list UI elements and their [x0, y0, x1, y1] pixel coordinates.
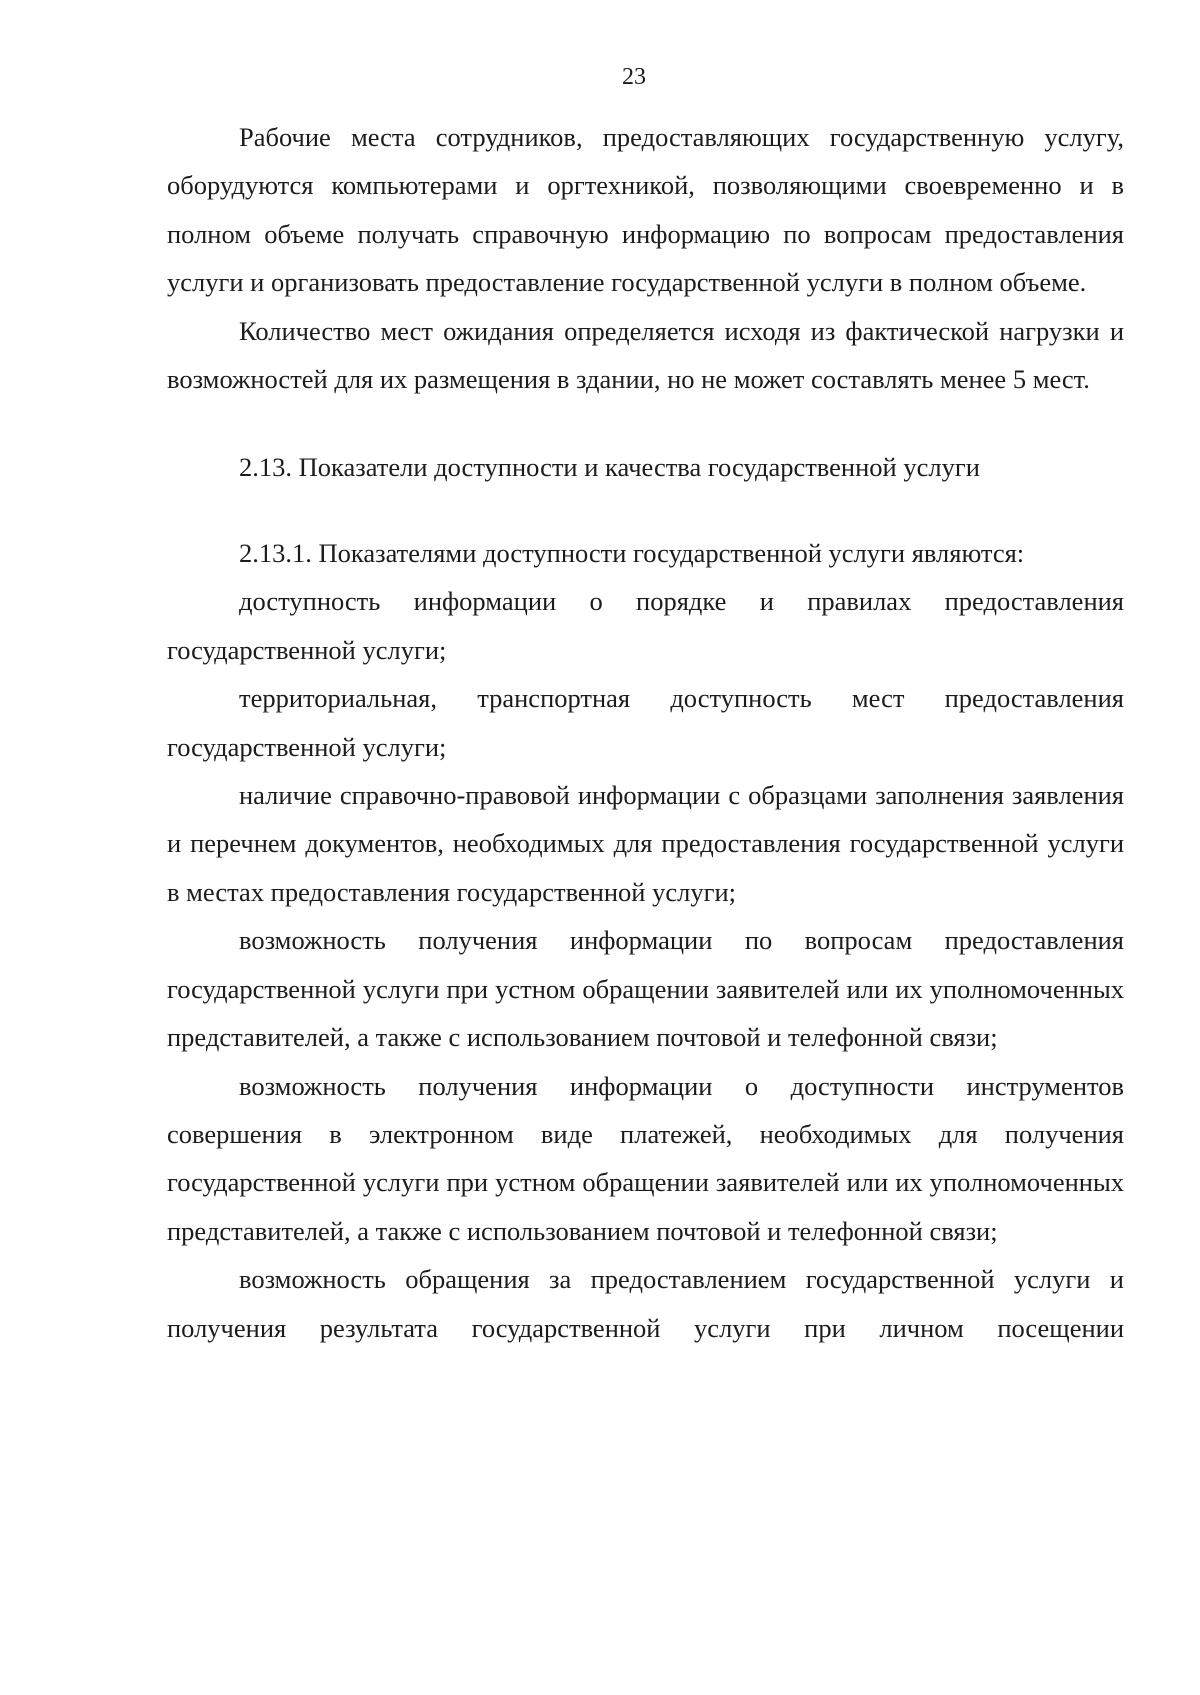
paragraph-waiting-places: Количество мест ожидания определяется исходя из фактической нагрузки и возможностей для их размещения в здании, но не может составлять менее 5 мест. — [167, 315, 1124, 395]
list-item-personal-visit: возможность обращения за предоставлением государственной услуги и получения результата государственной услуги при личном посещении — [167, 1264, 1124, 1343]
paragraph-workplaces: Рабочие места сотрудников, предоставляющих государственную услугу, оборудуются компьютерами и оргтехникой, позволяющими своевременно и в полном объеме получать справочную информацию по вопросам предоставления услуги и организовать предоставление государственной услуги в полном объеме. — [167, 122, 1124, 298]
spacer — [167, 491, 1124, 529]
list-item-info-by-contact: возможность получения информации по вопросам предоставления государственной услуги при устном обращении заявителей или их уполномоченных представителей, а также с использованием почтовой и телефонной связи; — [167, 925, 1124, 1053]
list-item-reference-info: наличие справочно-правовой информации с образцами заполнения заявления и перечнем документов, необходимых для предоставления государственной услуги в местах предоставления государственной услуги; — [167, 780, 1124, 907]
list-item-territorial-availability: территориальная, транспортная доступность мест предоставления государственной услуги; — [167, 683, 1124, 762]
spacer — [167, 403, 1124, 443]
document-body — [167, 113, 1124, 1352]
section-heading: 2.13. Показатели доступности и качества государственной услуги — [239, 452, 980, 483]
page-number: 23 — [622, 64, 646, 90]
list-item-info-availability: доступность информации о порядке и правилах предоставления государственной услуги; — [167, 586, 1124, 665]
list-item-payment-tools-info: возможность получения информации о доступности инструментов совершения в электронном виде платежей, необходимых для получения государственной услуги при устном обращении заявителей или их уполномоченных представителей, а также с использованием почтовой и телефонной связи; — [167, 1070, 1124, 1246]
subsection-heading: 2.13.1. Показателями доступности государственной услуги являются: — [239, 538, 1025, 569]
